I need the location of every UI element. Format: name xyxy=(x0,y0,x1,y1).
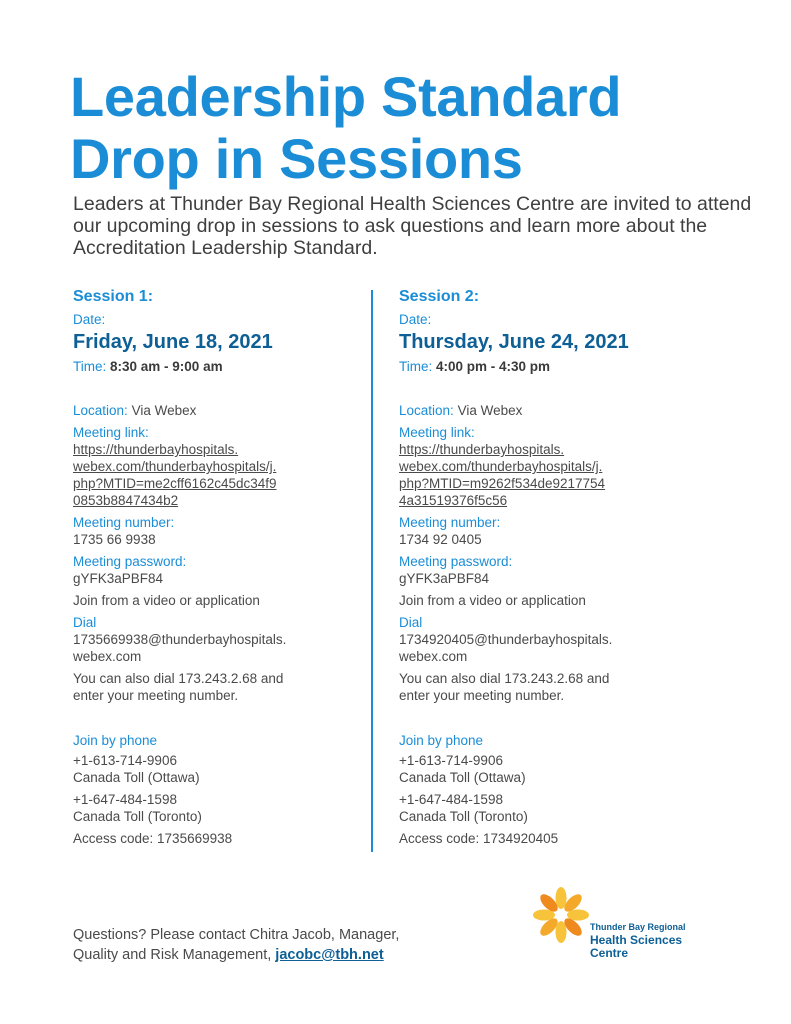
location-value: Via Webex xyxy=(457,403,523,418)
meeting-link[interactable] xyxy=(73,441,373,509)
password-block xyxy=(73,553,373,587)
time-label: Time: xyxy=(399,359,433,374)
dial-line: 1735669938@thunderbayhospitals. xyxy=(73,632,287,647)
dial-line: 1734920405@thunderbayhospitals. xyxy=(399,632,613,647)
session-2 xyxy=(399,287,699,847)
meeting-number-label: Meeting number: xyxy=(399,515,501,530)
dial-block xyxy=(73,614,373,665)
meeting-link-line: https://thunderbayhospitals. xyxy=(73,442,239,457)
phone-1-block xyxy=(399,752,699,786)
also-dial-line: You can also dial 173.243.2.68 and xyxy=(73,671,284,686)
password-label: Meeting password: xyxy=(73,554,187,569)
session-heading: Session 1: xyxy=(73,288,154,305)
intro-paragraph: Leaders at Thunder Bay Regional Health Sciences Centre are invited to attend our upcoming drop in sessions to ask questions and learn more about the Accreditation Leadership Standard. xyxy=(73,193,752,259)
location xyxy=(399,402,699,419)
meeting-link-block xyxy=(73,424,373,509)
date-label: Date: xyxy=(399,312,432,327)
session-heading: Session 2: xyxy=(399,288,480,305)
location-label: Location: xyxy=(399,403,454,418)
footer-line-2-text: Quality and Risk Management, xyxy=(73,947,272,963)
meeting-link-line: webex.com/thunderbayhospitals/j. xyxy=(73,459,277,474)
also-dial-line: You can also dial 173.243.2.68 and xyxy=(399,671,610,686)
dial-block xyxy=(399,614,699,665)
join-video-text: Join from a video or application xyxy=(399,593,586,608)
location-label: Location: xyxy=(73,403,128,418)
password-value: gYFK3aPBF84 xyxy=(399,571,490,586)
session-1 xyxy=(73,287,373,847)
also-dial-line: enter your meeting number. xyxy=(399,688,565,703)
meeting-link-line: php?MTID=me2cff6162c45dc34f9 xyxy=(73,476,277,491)
meeting-number-block xyxy=(73,514,373,548)
time-label: Time: xyxy=(73,359,107,374)
meeting-number-label: Meeting number: xyxy=(73,515,175,530)
dial-label: Dial xyxy=(73,615,97,630)
footer-line-2 xyxy=(73,945,399,965)
also-dial-block xyxy=(73,670,373,704)
location xyxy=(73,402,373,419)
phone-description: Canada Toll (Toronto) xyxy=(399,809,528,824)
password-value: gYFK3aPBF84 xyxy=(73,571,164,586)
logo-line-1: Thunder Bay Regional xyxy=(590,922,686,932)
sunburst-logo-icon xyxy=(532,885,590,945)
title-line-1: Leadership Standard xyxy=(70,65,622,128)
meeting-link-label: Meeting link: xyxy=(73,425,149,440)
session-time xyxy=(399,358,699,375)
page-title xyxy=(70,66,750,190)
meeting-link-label: Meeting link: xyxy=(399,425,475,440)
join-by-phone-heading: Join by phone xyxy=(399,733,484,748)
dial-line: webex.com xyxy=(73,649,142,664)
title-line-2: Drop in Sessions xyxy=(70,127,523,190)
phone-number: +1-613-714-9906 xyxy=(399,753,503,768)
session-date: Thursday, June 24, 2021 xyxy=(399,331,629,353)
meeting-number-block xyxy=(399,514,699,548)
footer-line-1: Questions? Please contact Chitra Jacob, Manager, xyxy=(73,927,400,943)
date-label: Date: xyxy=(73,312,106,327)
phone-number: +1-613-714-9906 xyxy=(73,753,177,768)
also-dial-line: enter your meeting number. xyxy=(73,688,239,703)
contact-email-link[interactable]: jacobc@tbh.net xyxy=(275,947,384,963)
phone-description: Canada Toll (Ottawa) xyxy=(73,770,200,785)
hospital-logo xyxy=(532,885,732,965)
also-dial-block xyxy=(399,670,699,704)
password-block xyxy=(399,553,699,587)
meeting-link-line: 4a31519376f5c56 xyxy=(399,493,508,508)
phone-description: Canada Toll (Toronto) xyxy=(73,809,202,824)
join-video-text: Join from a video or application xyxy=(73,593,260,608)
session-date: Friday, June 18, 2021 xyxy=(73,331,273,353)
phone-2-block xyxy=(399,791,699,825)
dial-label: Dial xyxy=(399,615,423,630)
access-code: Access code: 1734920405 xyxy=(399,831,559,846)
access-code: Access code: 1735669938 xyxy=(73,831,233,846)
meeting-number: 1734 92 0405 xyxy=(399,532,482,547)
dial-line: webex.com xyxy=(399,649,468,664)
logo-wordmark xyxy=(590,921,686,960)
meeting-link-line: 0853b8847434b2 xyxy=(73,493,179,508)
time-value: 8:30 am - 9:00 am xyxy=(110,359,223,374)
meeting-link[interactable] xyxy=(399,441,699,509)
meeting-link-block xyxy=(399,424,699,509)
password-label: Meeting password: xyxy=(399,554,513,569)
phone-2-block xyxy=(73,791,373,825)
phone-1-block xyxy=(73,752,373,786)
phone-number: +1-647-484-1598 xyxy=(73,792,177,807)
time-value: 4:00 pm - 4:30 pm xyxy=(436,359,551,374)
location-value: Via Webex xyxy=(131,403,197,418)
meeting-link-line: php?MTID=m9262f534de9217754 xyxy=(399,476,606,491)
footer-contact xyxy=(73,925,399,965)
session-time xyxy=(73,358,373,375)
phone-number: +1-647-484-1598 xyxy=(399,792,503,807)
meeting-link-line: https://thunderbayhospitals. xyxy=(399,442,565,457)
phone-description: Canada Toll (Ottawa) xyxy=(399,770,526,785)
logo-line-2: Health Sciences xyxy=(590,933,683,947)
logo-line-3: Centre xyxy=(590,946,629,960)
join-by-phone-heading: Join by phone xyxy=(73,733,158,748)
meeting-number: 1735 66 9938 xyxy=(73,532,156,547)
meeting-link-line: webex.com/thunderbayhospitals/j. xyxy=(399,459,603,474)
